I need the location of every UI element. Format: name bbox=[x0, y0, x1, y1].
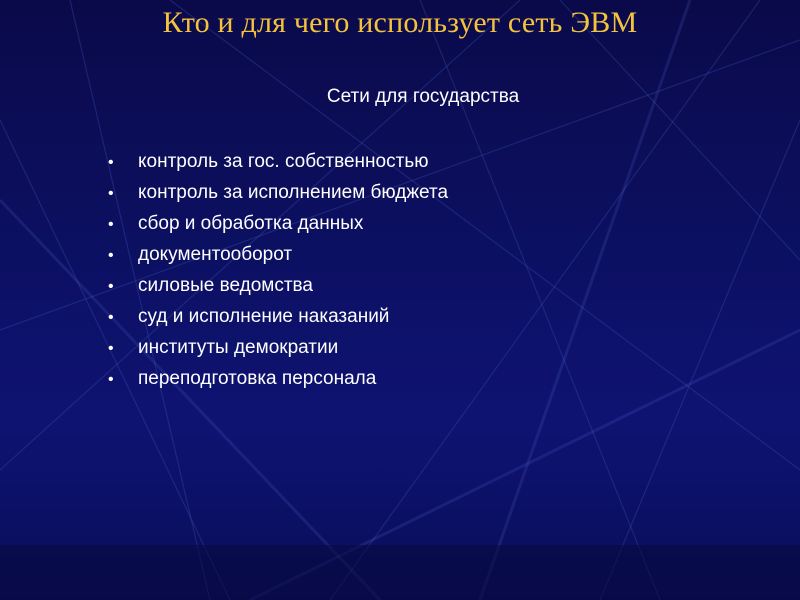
list-item bbox=[108, 239, 448, 270]
bullet-icon: • bbox=[108, 278, 114, 295]
list-item bbox=[108, 332, 448, 363]
list-item-text: переподготовка персонала bbox=[138, 368, 377, 389]
slide-title: Кто и для чего использует сеть ЭВМ bbox=[162, 6, 638, 39]
slide-subtitle: Сети для государства bbox=[326, 86, 520, 107]
list-item bbox=[108, 208, 448, 239]
bullet-icon: • bbox=[108, 371, 114, 388]
list-item-text: институты демократии bbox=[138, 337, 339, 358]
list-item-text: контроль за исполнением бюджета bbox=[138, 182, 449, 203]
bullet-icon: • bbox=[108, 154, 114, 171]
bullet-icon: • bbox=[108, 216, 114, 233]
list-item-text: силовые ведомства bbox=[138, 275, 313, 296]
bullet-icon: • bbox=[108, 247, 114, 264]
list-item bbox=[108, 146, 448, 177]
list-item bbox=[108, 177, 448, 208]
list-item-text: контроль за гос. собственностью bbox=[138, 151, 429, 172]
list-item-text: суд и исполнение наказаний bbox=[138, 306, 390, 327]
bullet-icon: • bbox=[108, 340, 114, 357]
bullet-icon: • bbox=[108, 185, 114, 202]
list-item-text: сбор и обработка данных bbox=[138, 213, 364, 234]
list-item-text: документооборот bbox=[138, 244, 293, 265]
bullet-icon: • bbox=[108, 309, 114, 326]
list-item bbox=[108, 270, 448, 301]
list-item bbox=[108, 301, 448, 332]
list-item bbox=[108, 363, 448, 394]
bullet-list bbox=[108, 146, 448, 394]
